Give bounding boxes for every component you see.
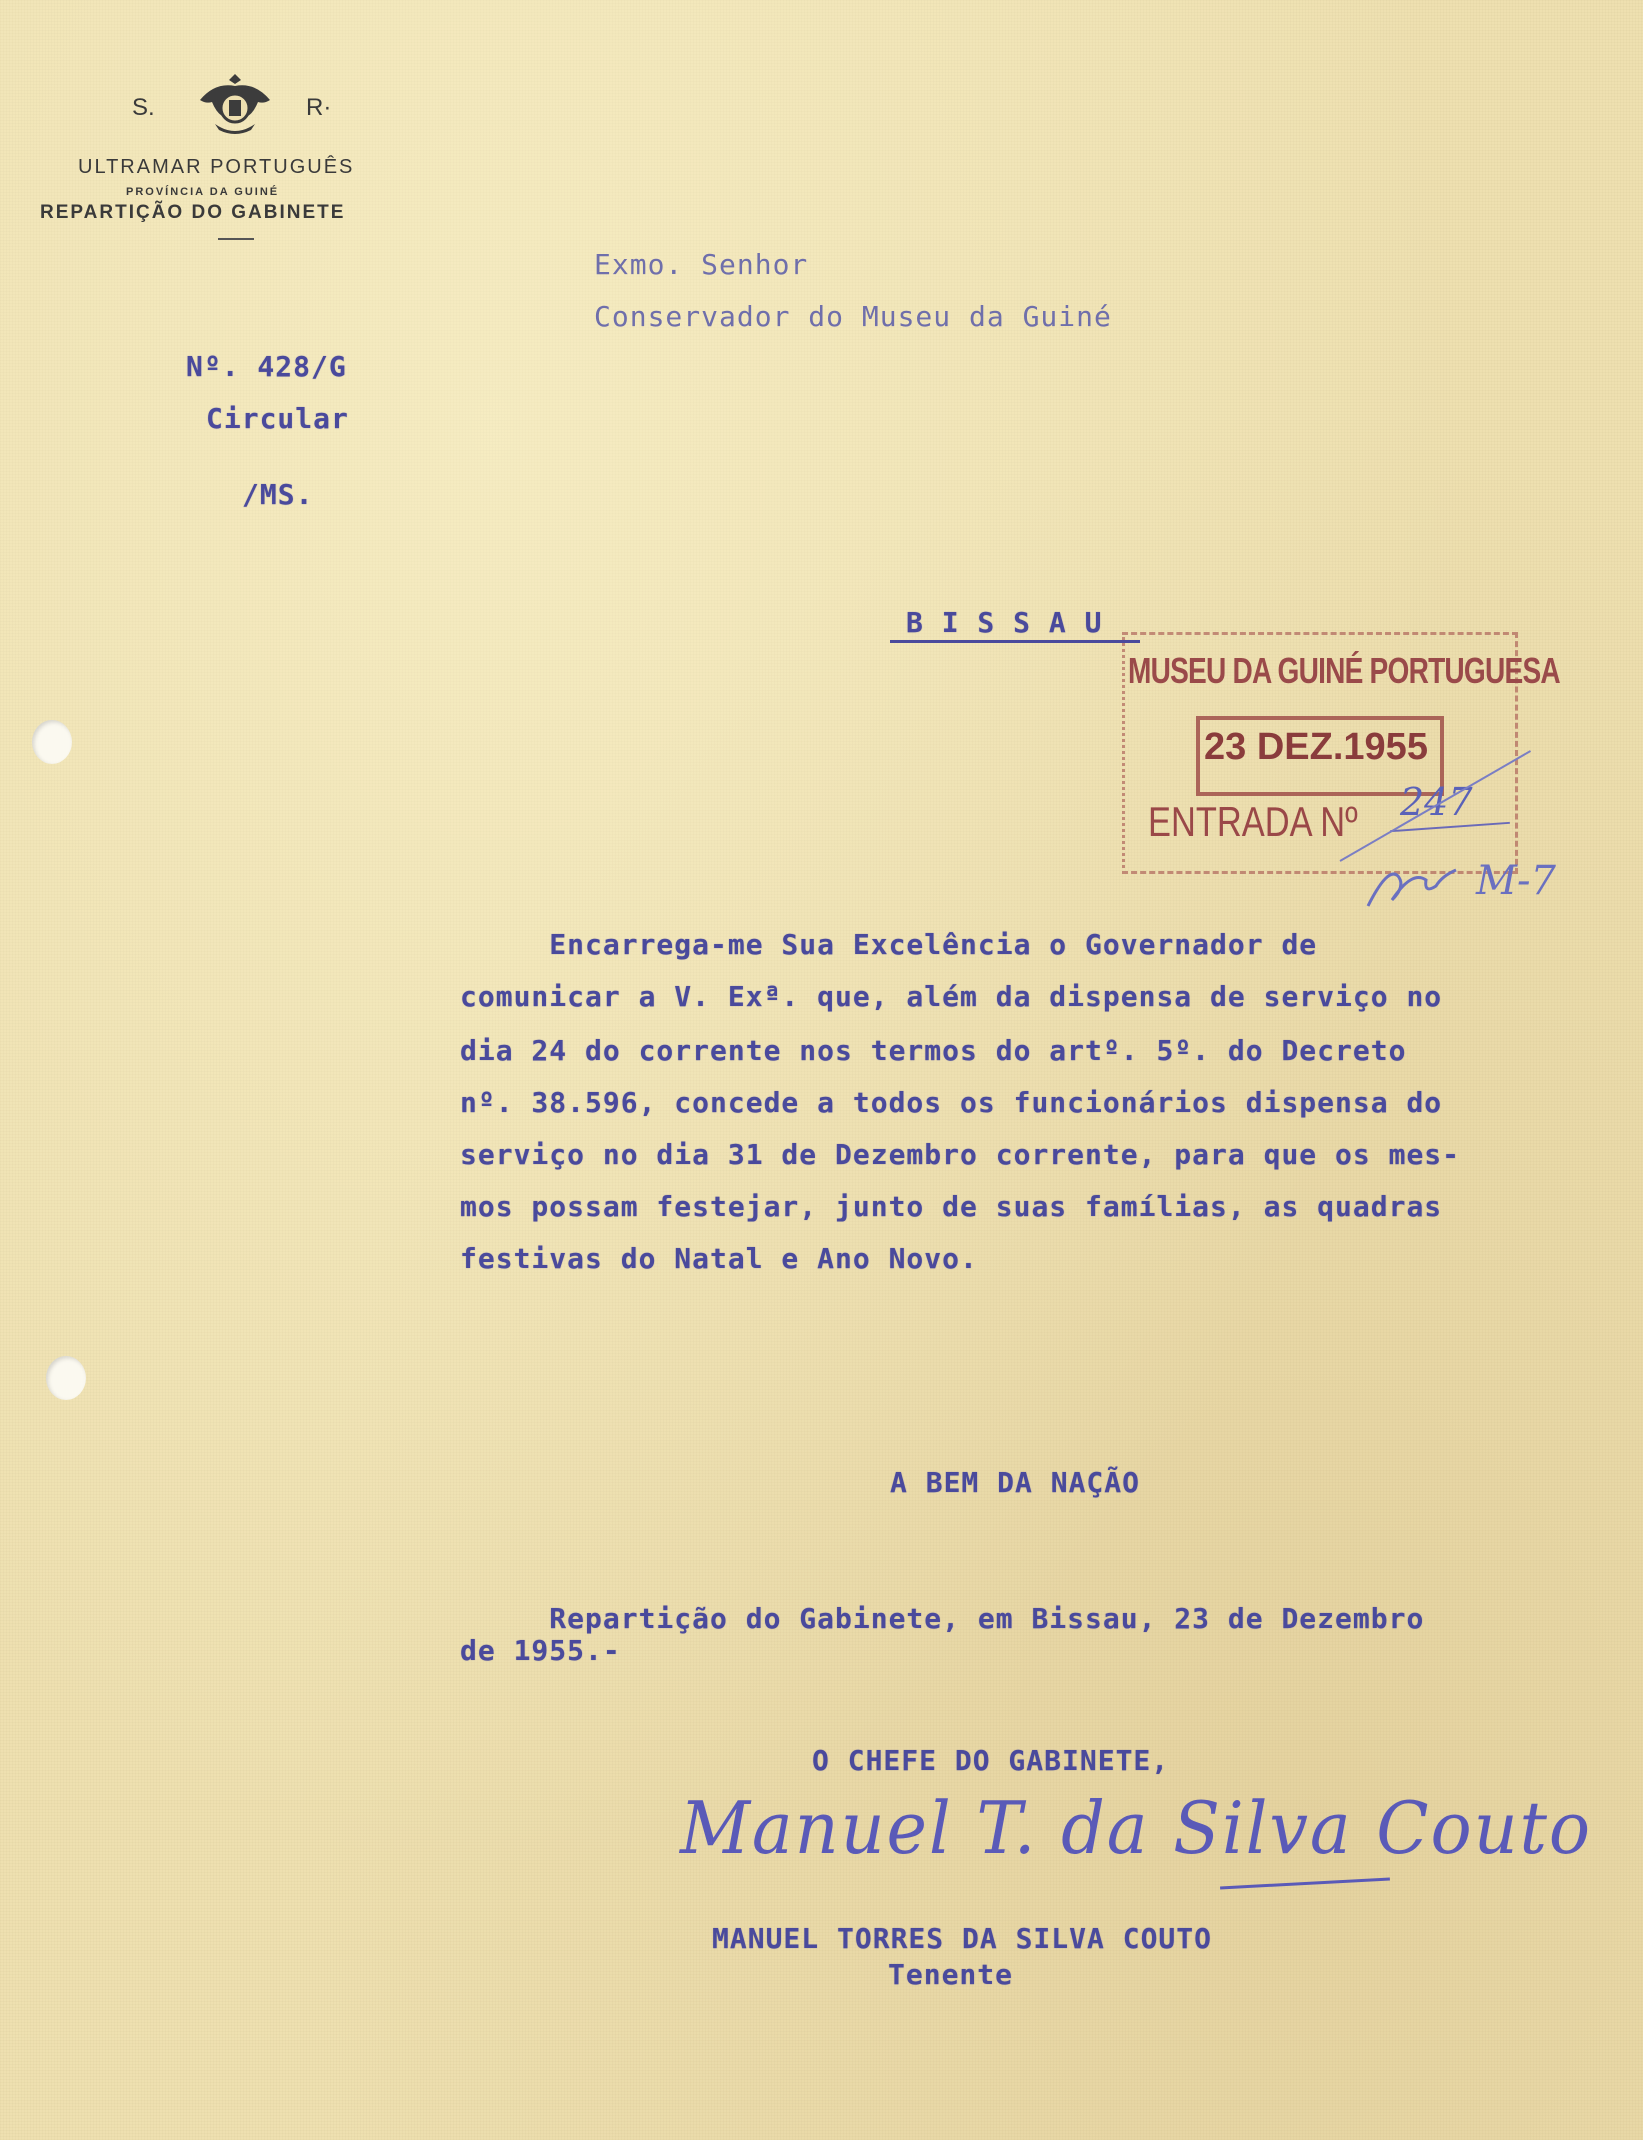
- letterhead-reparticao: REPARTIÇÃO DO GABINETE: [40, 202, 346, 223]
- stamp-annotation: M-7: [1476, 858, 1556, 904]
- closing-motto: A BEM DA NAÇÃO: [890, 1466, 1141, 1499]
- letterhead-provincia: PROVÍNCIA DA GUINÉ: [126, 186, 280, 198]
- reference-initials: /MS.: [242, 478, 314, 511]
- stamp-date: 23 DEZ.1955: [1204, 726, 1428, 768]
- reference-type: Circular: [206, 402, 349, 435]
- signature-rank: Tenente: [888, 1958, 1014, 1991]
- letterhead-left-initial: S.: [132, 94, 155, 121]
- addressee-salutation: Exmo. Senhor: [594, 248, 809, 281]
- letterhead-right-initial: R·: [306, 94, 332, 121]
- coat-of-arms-icon: [190, 70, 280, 142]
- body-line-7: festivas do Natal e Ano Novo.: [460, 1242, 978, 1275]
- city-heading: B I S S A U: [906, 606, 1103, 639]
- body-line-5: serviço no dia 31 de Dezembro corrente, para que os mes-: [460, 1138, 1461, 1171]
- body-line-4: nº. 38.596, concede a todos os funcionários dispensa do: [460, 1086, 1443, 1119]
- signature-handwritten: Manuel T. da Silva Couto: [680, 1786, 1592, 1870]
- stamp-title: MUSEU DA GUINÉ PORTUGUESA: [1128, 650, 1560, 691]
- city-underline: [890, 640, 1140, 643]
- signature-flourish: [1220, 1878, 1390, 1890]
- signature-role: O CHEFE DO GABINETE,: [812, 1744, 1170, 1777]
- body-line-3: dia 24 do corrente nos termos do artº. 5º. do Decreto: [460, 1034, 1407, 1067]
- body-line-1: Encarrega-me Sua Excelência o Governador de: [460, 928, 1318, 961]
- punch-hole-bottom: [46, 1356, 86, 1400]
- letterhead-ultramar: ULTRAMAR PORTUGUÊS: [78, 156, 355, 178]
- reference-number: Nº. 428/G: [186, 350, 347, 383]
- letterhead-rule: [218, 238, 254, 240]
- punch-hole-top: [32, 720, 72, 764]
- stamp-entrada-label: ENTRADA Nº: [1148, 798, 1358, 845]
- dateline-line-1: Repartição do Gabinete, em Bissau, 23 de Dezembro: [460, 1602, 1425, 1635]
- stamp-entrada-number: 247: [1400, 780, 1473, 824]
- addressee-title: Conservador do Museu da Guiné: [594, 300, 1112, 333]
- dateline-line-2: de 1955.-: [460, 1634, 621, 1667]
- body-line-2: comunicar a V. Exª. que, além da dispensa de serviço no: [460, 980, 1443, 1013]
- stamp-initials-mark: [1360, 846, 1470, 916]
- signature-name: MANUEL TORRES DA SILVA COUTO: [712, 1922, 1213, 1955]
- body-line-6: mos possam festejar, junto de suas famílias, as quadras: [460, 1190, 1443, 1223]
